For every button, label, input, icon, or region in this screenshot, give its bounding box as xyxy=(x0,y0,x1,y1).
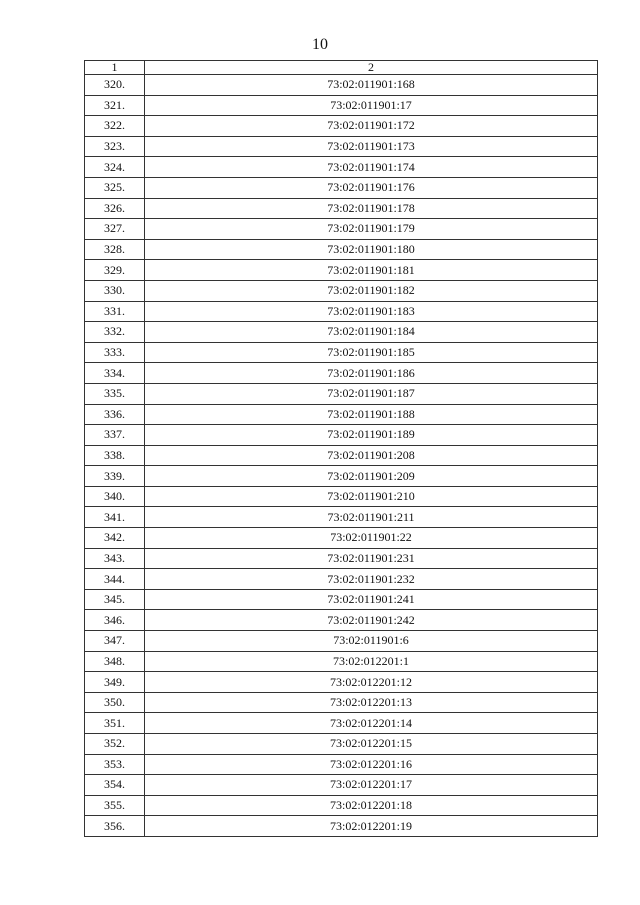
cadastral-number-cell: 73:02:011901:211 xyxy=(145,507,598,528)
row-number-cell: 325. xyxy=(85,177,145,198)
table-row xyxy=(85,713,598,734)
row-number-cell: 347. xyxy=(85,631,145,652)
cadastral-number-cell: 73:02:012201:13 xyxy=(145,692,598,713)
row-number-cell: 353. xyxy=(85,754,145,775)
table-row xyxy=(85,342,598,363)
cadastral-number-cell: 73:02:011901:172 xyxy=(145,116,598,137)
cadastral-number-cell: 73:02:012201:1 xyxy=(145,651,598,672)
cadastral-number-cell: 73:02:011901:173 xyxy=(145,136,598,157)
cadastral-number-cell: 73:02:011901:176 xyxy=(145,177,598,198)
row-number-cell: 340. xyxy=(85,486,145,507)
cadastral-number-cell: 73:02:011901:187 xyxy=(145,383,598,404)
cadastral-number-cell: 73:02:011901:178 xyxy=(145,198,598,219)
row-number-cell: 356. xyxy=(85,816,145,837)
table-row xyxy=(85,177,598,198)
row-number-cell: 322. xyxy=(85,116,145,137)
cadastral-number-cell: 73:02:012201:18 xyxy=(145,795,598,816)
cadastral-number-cell: 73:02:011901:22 xyxy=(145,528,598,549)
table-row xyxy=(85,198,598,219)
table-row xyxy=(85,754,598,775)
cadastral-number-cell: 73:02:011901:179 xyxy=(145,219,598,240)
row-number-cell: 331. xyxy=(85,301,145,322)
table-row xyxy=(85,528,598,549)
cadastral-number-cell: 73:02:011901:184 xyxy=(145,322,598,343)
row-number-cell: 320. xyxy=(85,75,145,96)
cadastral-number-cell: 73:02:011901:208 xyxy=(145,445,598,466)
table-row xyxy=(85,672,598,693)
table-row xyxy=(85,775,598,796)
row-number-cell: 351. xyxy=(85,713,145,734)
cadastral-number-cell: 73:02:011901:185 xyxy=(145,342,598,363)
table-row xyxy=(85,280,598,301)
row-number-cell: 336. xyxy=(85,404,145,425)
cadastral-number-cell: 73:02:012201:16 xyxy=(145,754,598,775)
row-number-cell: 344. xyxy=(85,569,145,590)
table-row xyxy=(85,404,598,425)
row-number-cell: 348. xyxy=(85,651,145,672)
table-row xyxy=(85,486,598,507)
row-number-cell: 326. xyxy=(85,198,145,219)
row-number-cell: 323. xyxy=(85,136,145,157)
table-row xyxy=(85,95,598,116)
table-body xyxy=(85,75,598,837)
cadastral-number-cell: 73:02:011901:180 xyxy=(145,239,598,260)
column-header-number: 1 xyxy=(85,61,145,75)
row-number-cell: 338. xyxy=(85,445,145,466)
table-row xyxy=(85,589,598,610)
row-number-cell: 333. xyxy=(85,342,145,363)
table-row xyxy=(85,610,598,631)
column-header-cadastral-number: 2 xyxy=(145,61,598,75)
table-row xyxy=(85,136,598,157)
cadastral-number-cell: 73:02:011901:181 xyxy=(145,260,598,281)
table-row xyxy=(85,116,598,137)
row-number-cell: 341. xyxy=(85,507,145,528)
row-number-cell: 343. xyxy=(85,548,145,569)
cadastral-number-table xyxy=(84,60,598,837)
table-row xyxy=(85,260,598,281)
table-row xyxy=(85,363,598,384)
row-number-cell: 324. xyxy=(85,157,145,178)
cadastral-number-cell: 73:02:011901:232 xyxy=(145,569,598,590)
row-number-cell: 329. xyxy=(85,260,145,281)
page-number: 10 xyxy=(312,36,328,53)
table-row xyxy=(85,219,598,240)
row-number-cell: 339. xyxy=(85,466,145,487)
row-number-cell: 354. xyxy=(85,775,145,796)
table-row xyxy=(85,239,598,260)
cadastral-number-cell: 73:02:012201:19 xyxy=(145,816,598,837)
table-row xyxy=(85,631,598,652)
cadastral-number-cell: 73:02:011901:209 xyxy=(145,466,598,487)
cadastral-number-cell: 73:02:011901:210 xyxy=(145,486,598,507)
table-row xyxy=(85,507,598,528)
cadastral-number-cell: 73:02:012201:12 xyxy=(145,672,598,693)
cadastral-number-cell: 73:02:012201:14 xyxy=(145,713,598,734)
cadastral-number-cell: 73:02:011901:188 xyxy=(145,404,598,425)
cadastral-number-cell: 73:02:011901:168 xyxy=(145,75,598,96)
table-row xyxy=(85,383,598,404)
table-row xyxy=(85,75,598,96)
row-number-cell: 330. xyxy=(85,280,145,301)
row-number-cell: 328. xyxy=(85,239,145,260)
table-row xyxy=(85,425,598,446)
cadastral-number-cell: 73:02:011901:17 xyxy=(145,95,598,116)
row-number-cell: 337. xyxy=(85,425,145,446)
cadastral-number-cell: 73:02:012201:17 xyxy=(145,775,598,796)
table-row xyxy=(85,651,598,672)
row-number-cell: 345. xyxy=(85,589,145,610)
cadastral-number-cell: 73:02:011901:174 xyxy=(145,157,598,178)
table-row xyxy=(85,157,598,178)
row-number-cell: 332. xyxy=(85,322,145,343)
cadastral-number-cell: 73:02:011901:186 xyxy=(145,363,598,384)
cadastral-number-cell: 73:02:011901:242 xyxy=(145,610,598,631)
row-number-cell: 342. xyxy=(85,528,145,549)
table-row xyxy=(85,466,598,487)
cadastral-number-cell: 73:02:011901:183 xyxy=(145,301,598,322)
cadastral-number-cell: 73:02:011901:6 xyxy=(145,631,598,652)
table-row xyxy=(85,548,598,569)
table-row xyxy=(85,795,598,816)
table-row xyxy=(85,445,598,466)
cadastral-number-cell: 73:02:011901:182 xyxy=(145,280,598,301)
cadastral-number-cell: 73:02:012201:15 xyxy=(145,734,598,755)
cadastral-number-cell: 73:02:011901:231 xyxy=(145,548,598,569)
row-number-cell: 327. xyxy=(85,219,145,240)
row-number-cell: 352. xyxy=(85,734,145,755)
row-number-cell: 335. xyxy=(85,383,145,404)
table-row xyxy=(85,734,598,755)
table-header-row xyxy=(85,61,598,75)
row-number-cell: 349. xyxy=(85,672,145,693)
table-row xyxy=(85,301,598,322)
cadastral-number-cell: 73:02:011901:241 xyxy=(145,589,598,610)
row-number-cell: 321. xyxy=(85,95,145,116)
row-number-cell: 346. xyxy=(85,610,145,631)
table-row xyxy=(85,322,598,343)
row-number-cell: 334. xyxy=(85,363,145,384)
cadastral-number-cell: 73:02:011901:189 xyxy=(145,425,598,446)
row-number-cell: 355. xyxy=(85,795,145,816)
row-number-cell: 350. xyxy=(85,692,145,713)
table-row xyxy=(85,816,598,837)
table-row xyxy=(85,569,598,590)
table-row xyxy=(85,692,598,713)
